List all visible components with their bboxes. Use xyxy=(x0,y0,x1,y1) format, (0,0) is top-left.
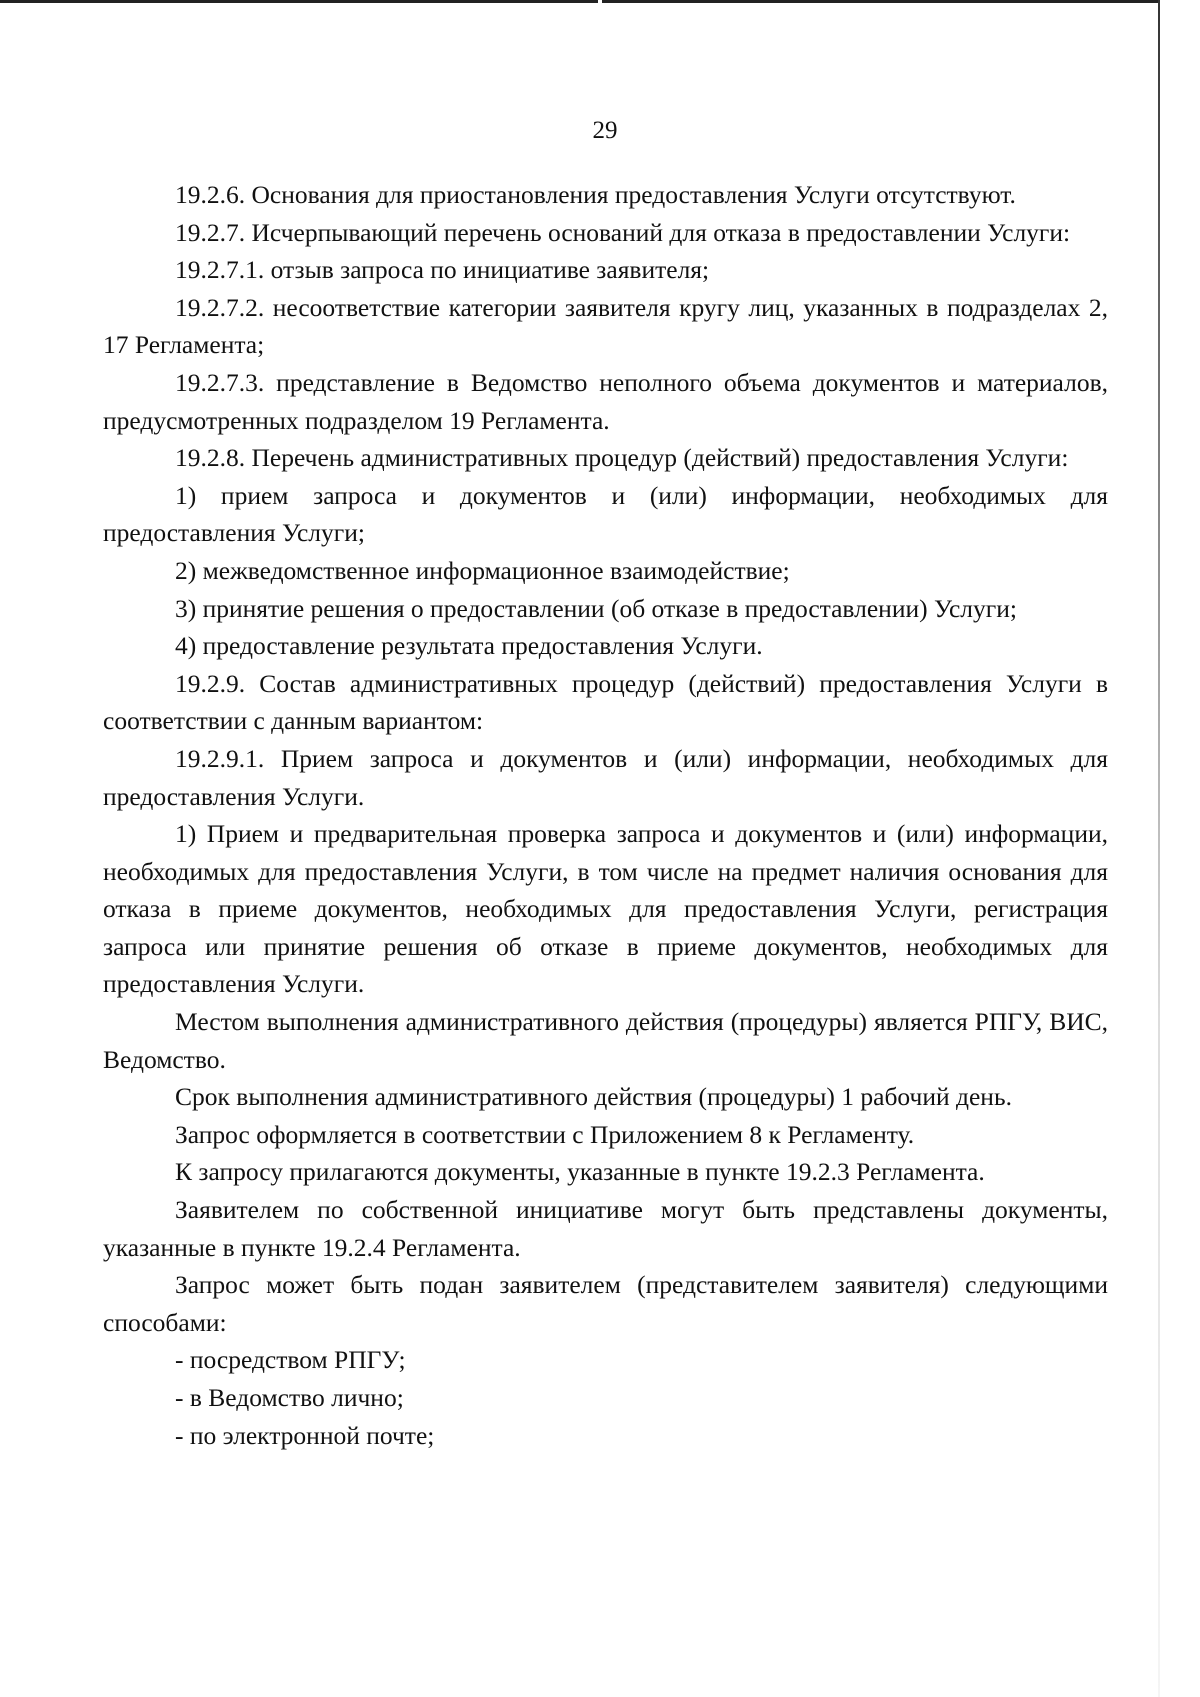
paragraph-19-2-7: 19.2.7. Исчерпывающий перечень оснований для отказа в предоставлении Услуги: xyxy=(175,217,1071,247)
paragraph-19-2-6: 19.2.6. Основания для приостановления предоставления Услуги отсутствуют. xyxy=(175,180,1016,209)
paragraph-request-form: Запрос оформляется в соответствии с Приложением 8 к Регламенту. xyxy=(175,1119,915,1149)
method-item-rpgu: - посредством РПГУ; xyxy=(175,1345,406,1375)
paragraph-attachments: К запросу прилагаются документы, указанные в пункте 19.2.3 Регламента. xyxy=(175,1157,985,1187)
paragraph-own-initiative: Заявителем по собственной инициативе могут быть представлены документы, указанные в пункте 19.2.4 Регламента. xyxy=(103,1195,1108,1262)
method-item-email: - по электронной почте; xyxy=(175,1420,435,1450)
paragraph-place: Местом выполнения административного действия (процедуры) является РПГУ, ВИС, Ведомство. xyxy=(103,1007,1108,1074)
paragraph-19-2-7-1: 19.2.7.1. отзыв запроса по инициативе заявителя; xyxy=(175,255,710,285)
paragraph-term: Срок выполнения административного действия (процедуры) 1 рабочий день. xyxy=(175,1082,1012,1112)
list-item-4: 4) предоставление результата предоставления Услуги. xyxy=(175,631,763,661)
list-item-2: 2) межведомственное информационное взаимодействие; xyxy=(175,555,790,585)
paragraph-submission-methods: Запрос может быть подан заявителем (представителем заявителя) следующими способами: xyxy=(103,1270,1108,1337)
paragraph-19-2-8: 19.2.8. Перечень административных процедур (действий) предоставления Услуги: xyxy=(175,443,1069,473)
paragraph-19-2-9-1: 19.2.9.1. Прием запроса и документов и (или) информации, необходимых для предоставления Услуги. xyxy=(103,743,1108,811)
method-item-in-person: - в Ведомство лично; xyxy=(175,1383,404,1412)
list-item-1: 1) прием запроса и документов и (или) информации, необходимых для предоставления Услуги; xyxy=(103,480,1108,548)
list-item-3: 3) принятие решения о предоставлении (об отказе в предоставлении) Услуги; xyxy=(175,593,1017,623)
document-body xyxy=(103,176,1108,1454)
scan-edge-right xyxy=(1158,0,1160,1697)
paragraph-19-2-7-3: 19.2.7.3. представление в Ведомство неполного объема документов и материалов, предусмотренных подразделом 19 Регламента. xyxy=(103,367,1108,435)
paragraph-19-2-9: 19.2.9. Состав административных процедур (действий) предоставления Услуги в соответствии с данным вариантом: xyxy=(103,668,1108,736)
scan-edge-top xyxy=(0,0,1158,3)
page-number: 29 xyxy=(592,117,618,144)
procedure-step-1: 1) Прием и предварительная проверка запроса и документов и (или) информации, необходимых для предоставления Услуги, в том числе на предмет наличия основания для отказа в приеме документов, необходимых для предоставления Услуги, регистрация запроса или принятие решения об отказе в приеме документов, необходимых для предоставления Услуги. xyxy=(103,819,1108,999)
paragraph-19-2-7-2: 19.2.7.2. несоответствие категории заявителя кругу лиц, указанных в подразделах 2, 17 Регламента; xyxy=(103,292,1108,360)
scan-edge-gap xyxy=(598,0,602,3)
